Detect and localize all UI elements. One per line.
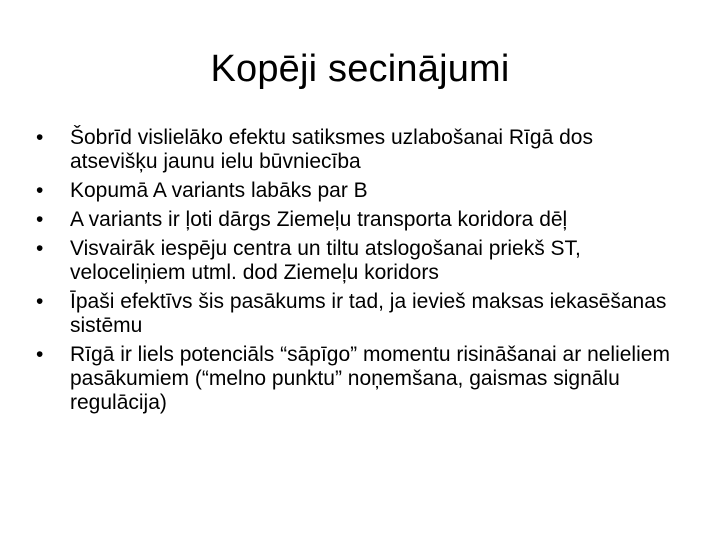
bullet-icon: • [36, 126, 44, 149]
bullet-list [36, 126, 684, 420]
bullet-text: Šobrīd vislielāko efektu satiksmes uzlabošanai Rīgā dos atsevišķu jaunu ielu būvniecība [70, 126, 593, 173]
bullet-text: Kopumā A variants labāks par B [70, 179, 368, 202]
bullet-text: A variants ir ļoti dārgs Ziemeļu transporta koridora dēļ [70, 208, 568, 231]
bullet-text: Visvairāk iespēju centra un tiltu atslogošanai priekš ST, veloceliņiem utml. dod Ziemeļu koridors [70, 237, 581, 284]
bullet-item [36, 237, 684, 285]
bullet-item [36, 290, 684, 338]
slide-title: Kopēji secinājumi [210, 48, 510, 90]
bullet-item [36, 179, 684, 203]
bullet-icon: • [36, 290, 44, 313]
bullet-icon: • [36, 343, 44, 366]
bullet-text: Īpaši efektīvs šis pasākums ir tad, ja ievieš maksas iekasēšanas sistēmu [70, 290, 667, 337]
bullet-item [36, 208, 684, 232]
bullet-icon: • [36, 237, 44, 260]
bullet-icon: • [36, 179, 44, 202]
bullet-text: Rīgā ir liels potenciāls “sāpīgo” momentu risināšanai ar nelieliem pasākumiem (“melno punktu” noņemšana, gaismas signālu regulācija) [70, 343, 670, 414]
bullet-item [36, 126, 684, 174]
bullet-icon: • [36, 208, 44, 231]
bullet-item [36, 343, 684, 415]
